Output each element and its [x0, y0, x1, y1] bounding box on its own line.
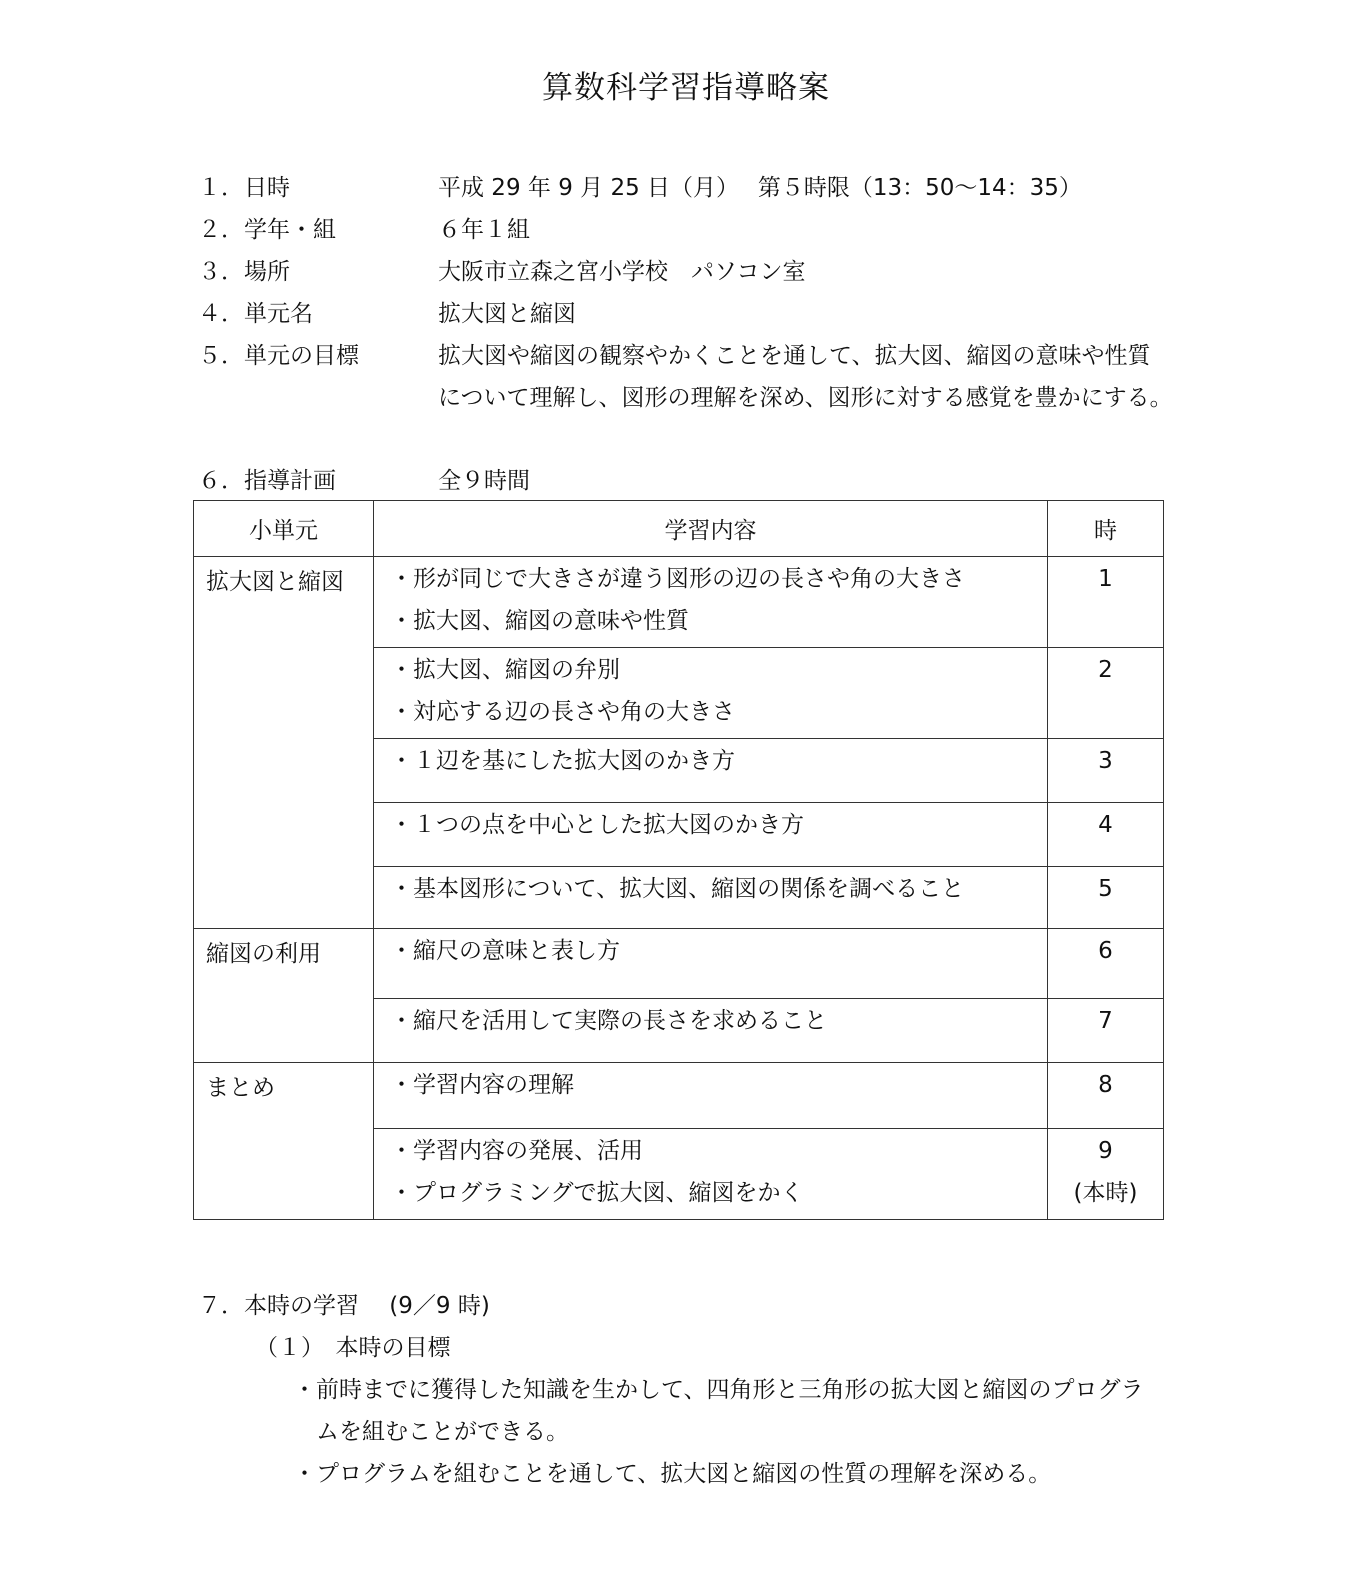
hour-value: 9: [1098, 1138, 1113, 1164]
goal-line: ・前時までに獲得した知識を生かして、四角形と三角形の拡大図と縮図のプログラ: [293, 1377, 1144, 1403]
content-cell: [374, 648, 1048, 739]
info-value: 平成 29 年 9 月 25 日（月） 第５時限（13：50〜14：35）: [438, 175, 1082, 201]
hour-cell: [1048, 1063, 1164, 1129]
info-label: ４．単元名: [198, 301, 313, 327]
info-value: 拡大図や縮図の観察やかくことを通して、拡大図、縮図の意味や性質: [438, 343, 1151, 369]
content-line: ・１辺を基にした拡大図のかき方: [390, 748, 735, 774]
content-line: ・基本図形について、拡大図、縮図の関係を調べること: [390, 876, 965, 902]
unit-cell: 拡大図と縮図: [194, 557, 374, 929]
info-row-unit-name: [198, 298, 576, 330]
header-hour: 時: [1048, 501, 1164, 557]
hour-cell: [1048, 803, 1164, 867]
content-line: ・対応する辺の長さや角の大きさ: [390, 699, 735, 725]
hour-value: 2: [1098, 657, 1113, 683]
info-label: ５．単元の目標: [198, 343, 359, 369]
info-value: ６年１組: [438, 217, 530, 243]
hour-value: 6: [1098, 938, 1113, 964]
content-cell: [374, 557, 1048, 648]
hour-value: 4: [1098, 812, 1113, 838]
content-cell: [374, 867, 1048, 929]
content-cell: [374, 999, 1048, 1063]
plan-label: ６．指導計画: [198, 468, 336, 494]
info-row-datetime: [198, 172, 1082, 204]
table-header-row: [194, 501, 1164, 557]
hour-cell: [1048, 739, 1164, 803]
hour-note: (本時): [1073, 1180, 1138, 1206]
plan-table: [193, 500, 1164, 1220]
hour-value: 5: [1098, 876, 1113, 902]
content-line: ・形が同じで大きさが違う図形の辺の長さや角の大きさ: [390, 566, 965, 592]
hour-cell: [1048, 867, 1164, 929]
content-line: ・縮尺を活用して実際の長さを求めること: [390, 1008, 827, 1034]
header-content: 学習内容: [374, 501, 1048, 557]
info-row-place: [198, 256, 806, 288]
info-row-grade: [198, 214, 530, 246]
content-line: ・１つの点を中心とした拡大図のかき方: [390, 812, 804, 838]
unit-cell: まとめ: [194, 1063, 374, 1220]
hour-value: 1: [1098, 566, 1113, 592]
section7-subheading: （１） 本時の目標: [255, 1335, 451, 1361]
content-line: ・学習内容の発展、活用: [390, 1138, 643, 1164]
hour-cell: [1048, 557, 1164, 648]
table-row: [194, 557, 1164, 648]
info-label: ３．場所: [198, 259, 290, 285]
content-cell: [374, 929, 1048, 999]
hour-cell: [1048, 1129, 1164, 1220]
hour-value: 8: [1098, 1072, 1113, 1098]
hour-value: 7: [1098, 1008, 1113, 1034]
hour-cell: [1048, 999, 1164, 1063]
table-row: [194, 929, 1164, 999]
unit-cell: 縮図の利用: [194, 929, 374, 1063]
info-value: 拡大図と縮図: [438, 301, 576, 327]
content-cell: [374, 803, 1048, 867]
content-cell: [374, 1063, 1048, 1129]
plan-total: 全９時間: [438, 468, 530, 494]
info-value: 大阪市立森之宮小学校 パソコン室: [438, 259, 806, 285]
hour-cell: [1048, 929, 1164, 999]
content-line: ・拡大図、縮図の弁別: [390, 657, 620, 683]
document-title: 算数科学習指導略案: [542, 70, 830, 106]
info-label: ２．学年・組: [198, 217, 336, 243]
goal-line: ・プログラムを組むことを通して、拡大図と縮図の性質の理解を深める。: [293, 1461, 1052, 1487]
content-cell: [374, 1129, 1048, 1220]
table-row: [194, 1063, 1164, 1129]
content-line: ・縮尺の意味と表し方: [390, 938, 620, 964]
unit-goal-continuation: について理解し、図形の理解を深め、図形に対する感覚を豊かにする。: [438, 385, 1173, 411]
content-line: ・プログラミングで拡大図、縮図をかく: [390, 1180, 804, 1206]
hour-value: 3: [1098, 748, 1113, 774]
content-line: ・拡大図、縮図の意味や性質: [390, 608, 689, 634]
content-cell: [374, 739, 1048, 803]
section7-heading: ７．本時の学習 (9／9 時): [198, 1293, 490, 1319]
plan-heading: [198, 465, 530, 497]
hour-cell: [1048, 648, 1164, 739]
info-row-unit-goal: [198, 340, 1151, 372]
goal-line: ムを組むことができる。: [293, 1419, 569, 1445]
header-unit: 小単元: [194, 501, 374, 557]
content-line: ・学習内容の理解: [390, 1072, 574, 1098]
info-label: １．日時: [198, 175, 290, 201]
